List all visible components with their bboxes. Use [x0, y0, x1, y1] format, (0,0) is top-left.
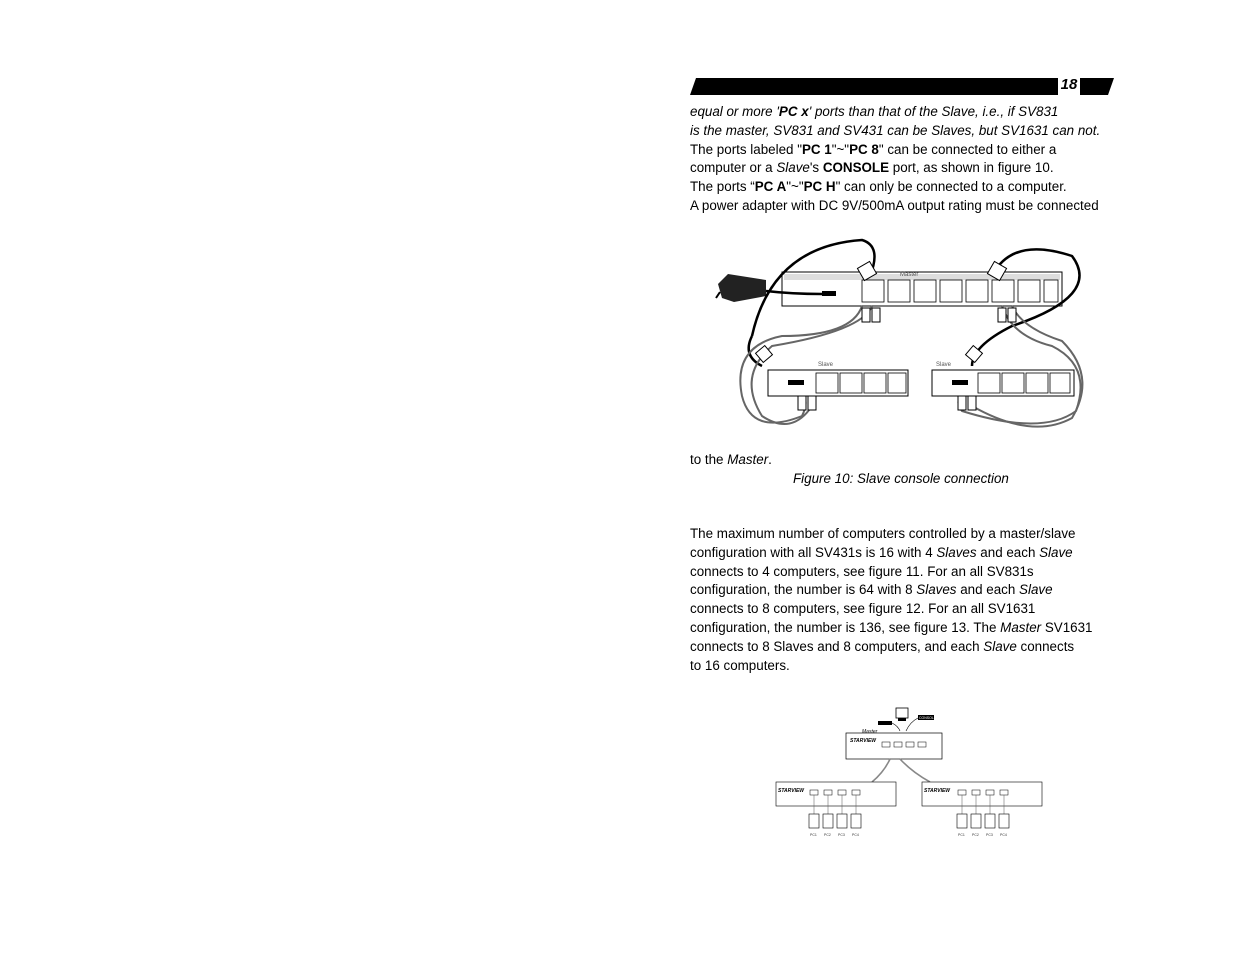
text-run: Slave	[1039, 544, 1073, 560]
text-run: Master	[1000, 620, 1042, 635]
paragraph-max-computers-line	[690, 580, 1053, 599]
fig11-master-label: Master	[862, 729, 878, 735]
pc-label-right-4: PC4	[1000, 833, 1007, 837]
slave-label-right: Slave	[936, 362, 952, 368]
paragraph-max-computers-line	[690, 637, 1074, 656]
paragraph-max-computers-line	[690, 599, 1035, 618]
paragraph-max-computers-line	[690, 543, 1073, 562]
pc-label-left-2: PC2	[824, 833, 831, 837]
text-run: equal or more '	[690, 104, 779, 119]
paragraph-ports-line	[690, 158, 1054, 177]
paragraph-max-computers-line	[690, 562, 1034, 581]
text-run: configuration, the number is 136, see figure 13. The	[690, 620, 1001, 635]
paragraph-ports-line	[690, 140, 1056, 159]
figure-slave-console-connection	[712, 236, 1092, 436]
slave-left-brand: STARVIEW	[778, 788, 805, 794]
master-label: Master	[900, 272, 919, 278]
text-run: Slave	[983, 638, 1017, 654]
header-bar	[690, 78, 1114, 95]
text-run: CONSOLE	[822, 160, 890, 176]
slave-right-brand: STARVIEW	[924, 788, 951, 794]
text-run: computer or a	[690, 160, 777, 176]
pc-label-left-1: PC1	[810, 833, 817, 837]
text-run: connects	[1016, 638, 1075, 654]
text-run: PC x	[778, 104, 809, 119]
text-run: PC H	[803, 179, 836, 195]
pc-label-right-3: PC3	[986, 833, 993, 837]
text-run: A power adapter with DC 9V/500mA output rating must be connected	[690, 198, 1099, 213]
text-run: " can be connected to either a	[878, 141, 1057, 157]
paragraph-max-computers-line	[690, 524, 1076, 543]
text-run: " can only be connected to a computer.	[835, 179, 1067, 195]
text-run: and each	[956, 582, 1020, 598]
pc-label-left-4: PC4	[852, 833, 859, 837]
paragraph-ports-line	[690, 196, 1099, 215]
text-run: 's	[809, 160, 823, 176]
page-number: 18	[1058, 75, 1080, 95]
slave-label-left: Slave	[818, 362, 834, 368]
text-run: Slaves	[916, 582, 957, 598]
text-run: Slaves	[936, 544, 977, 560]
text-run: configuration, the number is 64 with 8	[690, 582, 917, 598]
text-run: connects to 8 computers, see figure 12. For an all SV1631	[690, 601, 1036, 617]
pc-label-left-3: PC3	[838, 833, 845, 837]
text-run: PC A	[754, 179, 787, 195]
text-run: configuration with all SV431s is 16 with 4	[690, 544, 937, 560]
text-run: connects to 4 computers, see figure 11. For an all SV831s	[690, 563, 1034, 579]
text-run: and each	[976, 544, 1040, 560]
text-run: The ports labeled "	[690, 141, 802, 157]
text-run: The ports “	[690, 179, 755, 195]
text-run: connects to 8 Slaves and 8 computers, and each	[690, 638, 984, 654]
text-run: SV1631	[1041, 620, 1093, 635]
text-run: to the	[690, 452, 728, 467]
text-run: Slave	[776, 160, 810, 176]
text-run: is the master, SV831 and SV431 can be Slaves, but SV1631 can not.	[690, 122, 1101, 138]
figure-master-slave-configuration	[772, 706, 1044, 842]
text-run: to 16 computers.	[690, 657, 790, 673]
paragraph-max-computers-line	[690, 618, 1092, 637]
text-run: PC 8	[849, 141, 879, 157]
text-run: Slave	[1019, 582, 1053, 598]
pc-label-right-2: PC2	[972, 833, 979, 837]
text-run: Master	[727, 452, 769, 467]
text-run: The maximum number of computers controlled by a master/slave	[690, 526, 1076, 541]
text-run: port, as shown in figure 10.	[889, 160, 1054, 176]
figure-10-caption: Figure 10: Slave console connection	[793, 471, 1009, 486]
console-label: CONSOLE	[919, 716, 937, 720]
paragraph-max-computers-line	[690, 656, 790, 675]
text-run: .	[768, 452, 772, 467]
text-run: PC 1	[801, 141, 832, 157]
paragraph-ports-end	[690, 450, 772, 469]
text-run: "~"	[831, 141, 850, 157]
text-run: ' ports than that of the Slave, i.e., if SV831	[808, 104, 1059, 119]
pc-label-right-1: PC1	[958, 833, 965, 837]
text-run: "~"	[786, 179, 804, 195]
paragraph-ports-line	[690, 177, 1067, 196]
paragraph-ports-line	[690, 121, 1100, 140]
paragraph-ports-line	[690, 102, 1058, 121]
master-brand: STARVIEW	[850, 738, 877, 744]
